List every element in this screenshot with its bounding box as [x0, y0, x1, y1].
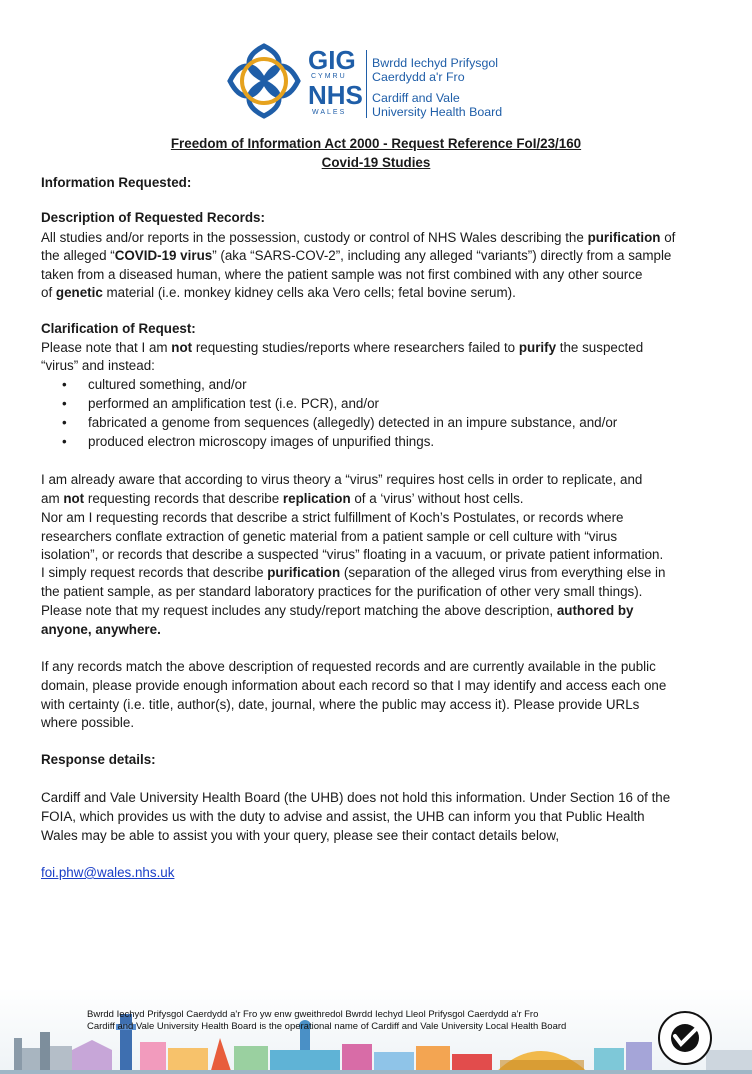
nhs-wales-logo [226, 40, 526, 126]
description-line: the alleged “COVID-19 virus” (aka “SARS-COV-2”, including any alleged “variants”) directly from a sample [41, 248, 672, 263]
cymru-wordmark: CYMRU [311, 73, 347, 80]
bullet-dot-icon: • [62, 377, 67, 392]
wales-wordmark: WALES [312, 109, 347, 116]
celtic-knot-logo-icon [226, 40, 302, 122]
gig-wordmark: GIG [308, 45, 356, 75]
org-name-line: University Health Board [372, 105, 503, 119]
logo-divider [366, 50, 367, 118]
footer-text-english: Cardiff and Vale University Health Board is the operational name of Cardiff and Vale University Local Health Board [87, 1021, 567, 1032]
paragraph-line: If any records match the above description of requested records and are currently available in the public [41, 659, 656, 674]
footer-text-welsh: Bwrdd Iechyd Prifysgol Caerdydd a'r Fro yw enw gweithredol Bwrdd Iechyd Lleol Prifysgol Caerdydd a'r Fro [87, 1009, 539, 1020]
description-line: of genetic material (i.e. monkey kidney cells aka Vero cells; fetal bovine serum). [41, 285, 516, 300]
bullet-dot-icon: • [62, 415, 67, 430]
response-heading: Response details: [41, 752, 156, 767]
clarification-line: Please note that I am not requesting studies/reports where researchers failed to purify the suspected [41, 340, 644, 355]
paragraph-line: researchers conflate extraction of genetic material from a patient sample or cell culture with “virus [41, 529, 618, 544]
response-line: FOIA, which provides us with the duty to advise and assist, the UHB can inform you that Public Health [41, 809, 645, 824]
paragraph-line: anyone, anywhere. [41, 622, 161, 637]
org-name-line: Bwrdd Iechyd Prifysgol [372, 56, 499, 70]
response-line: Wales may be able to assist you with your query, please see their contact details below, [41, 828, 560, 843]
bullet-item: cultured something, and/or [88, 377, 247, 392]
bullet-dot-icon: • [62, 396, 67, 411]
org-name-line: Caerdydd a'r Fro [372, 70, 465, 84]
paragraph-line: Nor am I requesting records that describe a strict fulfillment of Koch’s Postulates, or records where [41, 510, 624, 525]
response-line: Cardiff and Vale University Health Board (the UHB) does not hold this information. Under Section 16 of the [41, 790, 671, 805]
description-line: taken from a diseased human, where the patient sample was not first combined with any other source [41, 267, 643, 282]
document-title: Freedom of Information Act 2000 - Request Reference FoI/23/160 [170, 136, 582, 151]
clarification-line: “virus” and instead: [41, 358, 155, 373]
org-name-line: Cardiff and Vale [372, 91, 460, 105]
description-line: All studies and/or reports in the possession, custody or control of NHS Wales describing the purification of [41, 230, 676, 245]
information-requested-heading: Information Requested: [41, 175, 192, 190]
bullet-dot-icon: • [62, 434, 67, 449]
paragraph-line: I simply request records that describe purification (separation of the alleged virus from everything else in [41, 565, 666, 580]
paragraph-line: I am already aware that according to virus theory a “virus” requires host cells in order to replicate, and [41, 472, 643, 487]
bullet-item: performed an amplification test (i.e. PCR), and/or [88, 396, 379, 411]
paragraph-line: the patient sample, as per standard laboratory practices for the purification of other very small things). [41, 584, 643, 599]
bullet-item: produced electron microscopy images of unpurified things. [88, 434, 435, 449]
clarification-heading: Clarification of Request: [41, 321, 196, 336]
paragraph-line: with certainty (i.e. title, author(s), date, journal, where the public may access it). Please provide URLs [41, 697, 640, 712]
disability-confident-badge-icon [657, 1010, 713, 1066]
paragraph-line: Please note that my request includes any study/report matching the above description, authored by [41, 603, 634, 618]
footer [0, 988, 752, 1074]
nhs-wordmark: NHS [308, 80, 363, 110]
document-subtitle: Covid-19 Studies [321, 155, 431, 170]
paragraph-line: domain, please provide enough information about each record so that I may identify and access each one [41, 678, 667, 693]
bullet-item: fabricated a genome from sequences (allegedly) detected in an impure substance, and/or [88, 415, 618, 430]
email-line [41, 864, 174, 882]
description-heading: Description of Requested Records: [41, 210, 265, 225]
paragraph-line: where possible. [41, 715, 135, 730]
paragraph-line: isolation”, or records that describe a suspected “virus” floating in a vacuum, or private patient information. [41, 547, 664, 562]
phw-email-link[interactable]: foi.phw@wales.nhs.uk [41, 865, 175, 880]
paragraph-line: am not requesting records that describe replication of a ‘virus’ without host cells. [41, 491, 524, 506]
